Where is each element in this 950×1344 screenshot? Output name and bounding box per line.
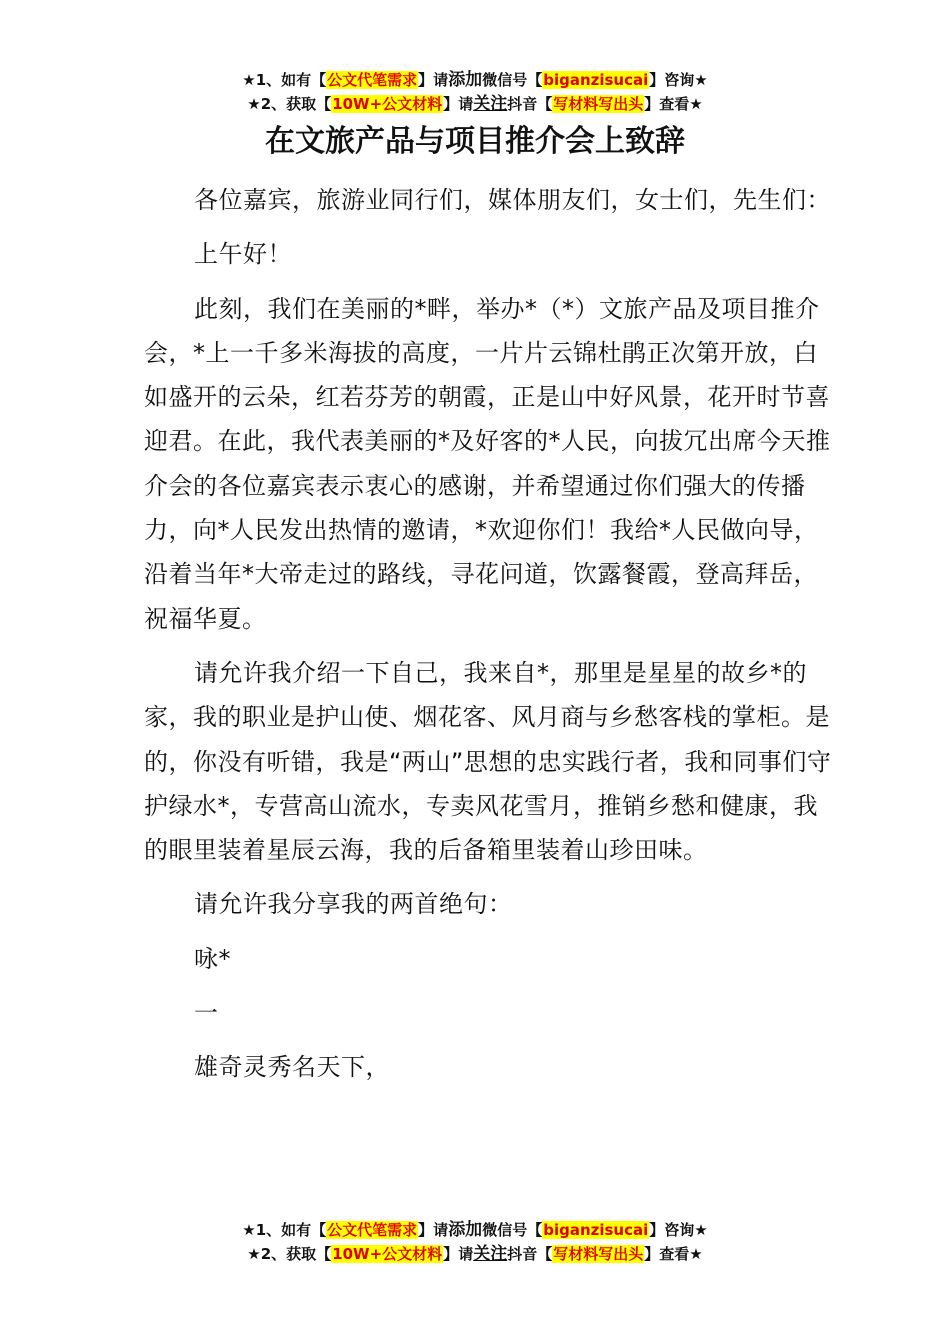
header-highlight-wechat-id: biganzisucai: [543, 71, 649, 89]
header-highlight-ghostwriting: 公文代笔需求: [327, 71, 418, 89]
header-highlight-materials: 10W+公文材料: [332, 95, 443, 113]
header-line-2-prefix: ★2、获取【: [247, 95, 332, 113]
document-body: [144, 178, 834, 1100]
document-title: 在文旅产品与项目推介会上致辞: [265, 124, 685, 159]
footer-line-1-text-2: 微信号【: [482, 1221, 543, 1239]
footer-line-1: [0, 1218, 950, 1242]
footer-line-1-prefix: ★1、如有【: [242, 1221, 327, 1239]
paragraph-welcome: 此刻，我们在美丽的*畔，举办*（*）文旅产品及项目推介会，*上一千多米海拔的高度，一片片云锦杜鹃正次第开放，白如盛开的云朵，红若芬芳的朝霞，正是山中好风景，花开时节喜迎君。在此，我代表美丽的*及好客的*人民，向拔冗出席今天推介会的各位嘉宾表示衷心的感谢，并希望通过你们强大的传播力，向*人民发出热情的邀请，*欢迎你们！我给*人民做向导，沿着当年*大帝走过的路线，寻花问道，饮露餐霞，登高拜岳，祝福华夏。: [144, 294, 831, 633]
paragraph-introduction: 请允许我介绍一下自己，我来自*，那里是星星的故乡*的家，我的职业是护山使、烟花客、风月商与乡愁客栈的掌柜。是的，你没有听错，我是“两山”思想的忠实践行者，我和同事们守护绿水*，专营高山流水，专卖风花雪月，推销乡愁和健康，我的眼里装着星辰云海，我的后备箱里装着山珍田味。: [144, 658, 832, 865]
header-line-2-suffix: 】查看★: [644, 95, 703, 113]
footer-highlight-ghostwriting: 公文代笔需求: [327, 1221, 418, 1239]
footer-line-1-suffix: 】咨询★: [649, 1221, 708, 1239]
paragraph-poems-intro: 请允许我分享我的两首绝句：: [194, 890, 513, 919]
footer-line-2-prefix: ★2、获取【: [247, 1245, 332, 1263]
header-banner: [0, 68, 950, 116]
footer-line-1-text: 】请: [418, 1221, 449, 1239]
poem-line: 雄奇灵秀名天下，: [194, 1053, 390, 1082]
footer-highlight-materials: 10W+公文材料: [332, 1245, 443, 1263]
header-line-1-text-2: 微信号【: [482, 71, 543, 89]
paragraph-greeting: 各位嘉宾，旅游业同行们，媒体朋友们，女士们，先生们：: [194, 186, 831, 214]
footer-line-2: [0, 1242, 950, 1266]
header-line-1: [0, 68, 950, 92]
footer-line-1-emphasis: 添加: [448, 1220, 483, 1240]
header-line-1-text: 】请: [418, 71, 449, 89]
header-line-1-emphasis: 添加: [448, 70, 483, 90]
header-line-2-emphasis: 关注: [473, 94, 508, 114]
paragraph-good-morning: 上午好！: [194, 240, 292, 269]
poem-title: 咏*: [194, 944, 231, 973]
footer-line-2-suffix: 】查看★: [644, 1245, 703, 1263]
poem-number: 一: [194, 999, 219, 1028]
header-line-2: [0, 92, 950, 116]
header-highlight-douyin: 写材料写出头: [553, 95, 644, 113]
footer-line-2-text-2: 抖音【: [507, 1245, 553, 1263]
header-line-2-text-2: 抖音【: [507, 95, 553, 113]
footer-highlight-douyin: 写材料写出头: [553, 1245, 644, 1263]
footer-banner: [0, 1218, 950, 1266]
header-line-1-suffix: 】咨询★: [649, 71, 708, 89]
header-line-2-text: 】请: [443, 95, 474, 113]
footer-highlight-wechat-id: biganzisucai: [543, 1221, 649, 1239]
header-line-1-prefix: ★1、如有【: [242, 71, 327, 89]
footer-line-2-text: 】请: [443, 1245, 474, 1263]
footer-line-2-emphasis: 关注: [473, 1244, 508, 1264]
